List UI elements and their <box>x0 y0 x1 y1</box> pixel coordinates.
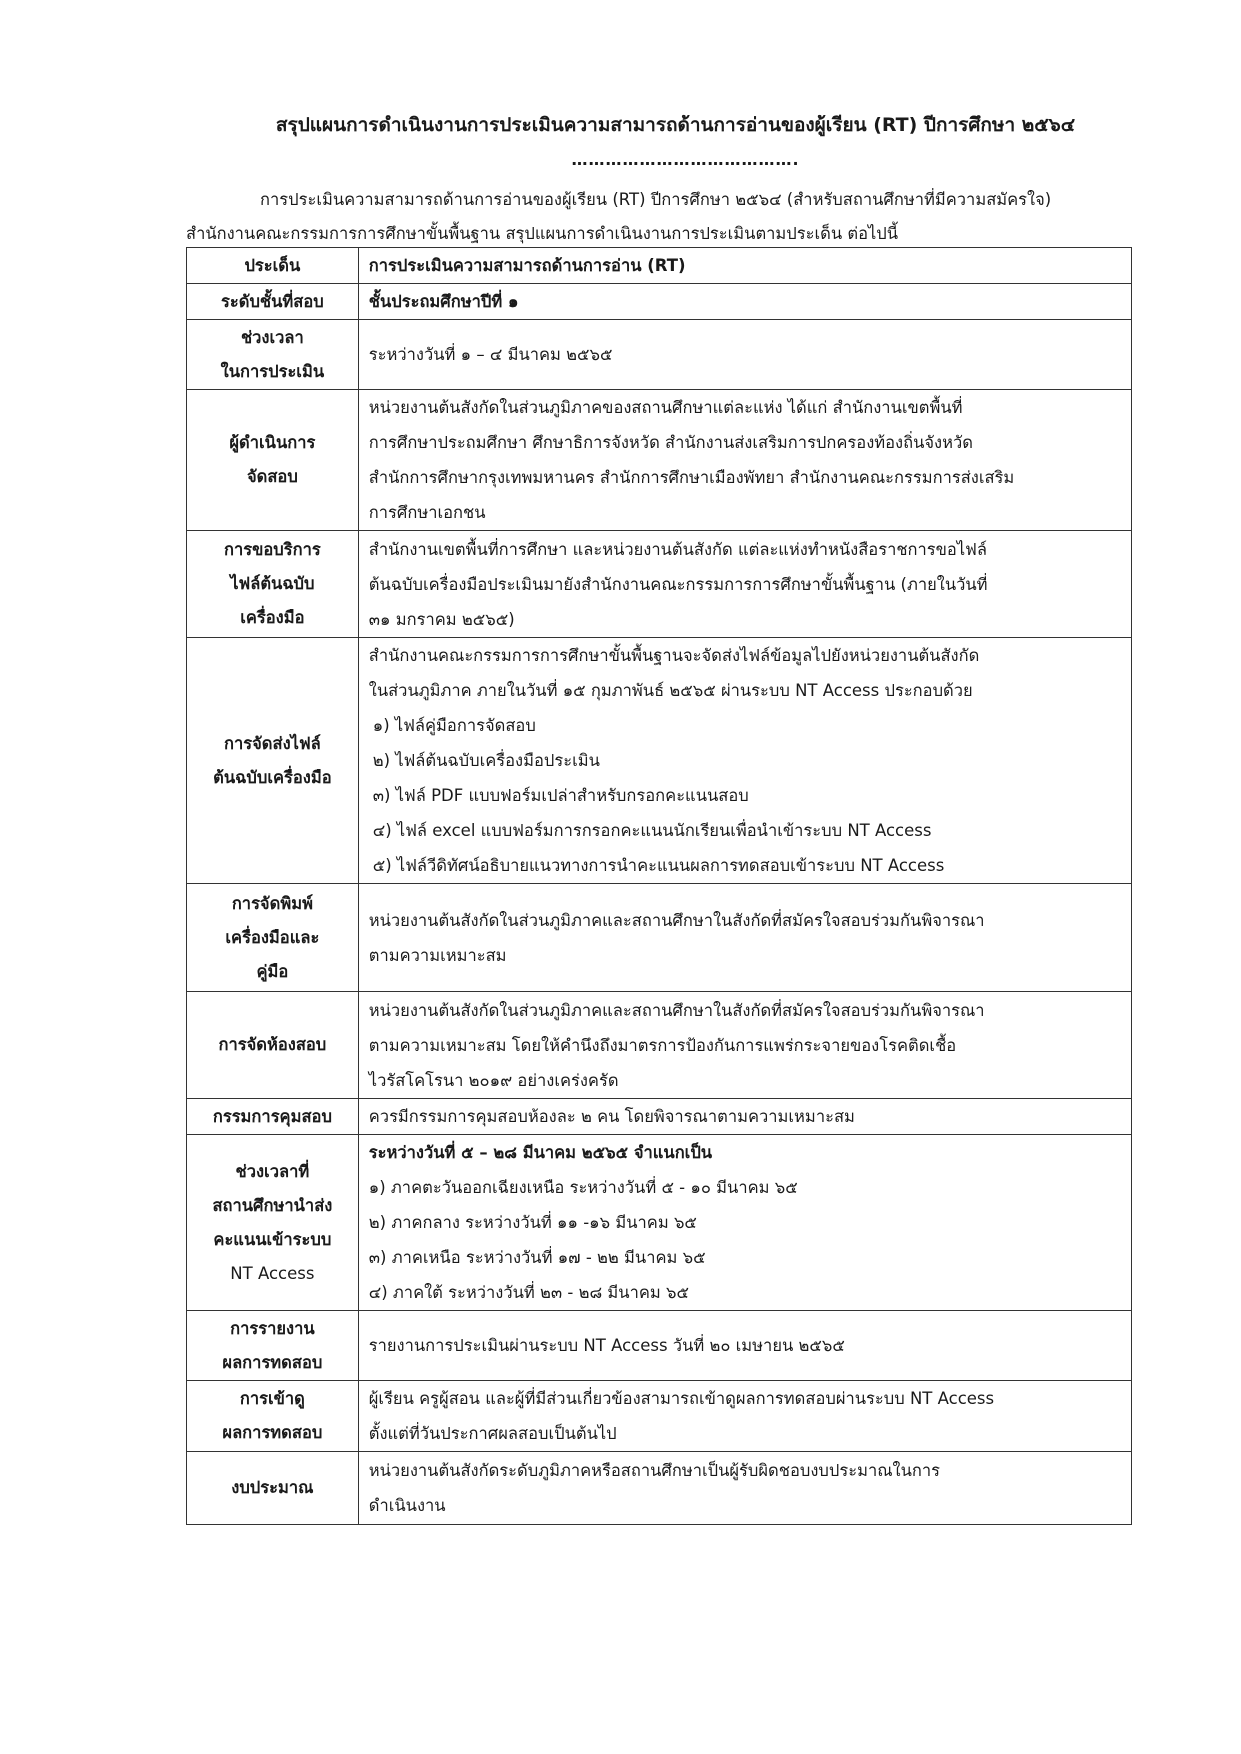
topic-cell <box>187 1381 359 1452</box>
table-row <box>187 992 1132 1099</box>
content-cell <box>358 284 1131 320</box>
content-line: หน่วยงานต้นสังกัดในส่วนภูมิภาคและสถานศึกษาในสังกัดที่สมัครใจสอบร่วมกันพิจารณา <box>368 910 985 930</box>
topic-line: ผลการทดสอบ <box>222 1352 323 1372</box>
topic-cell <box>187 1135 359 1311</box>
table-row <box>187 1311 1132 1381</box>
content-line: ต้นฉบับเครื่องมือประเมินมายังสำนักงานคณะกรรมการการศึกษาขั้นพื้นฐาน (ภายในวันที่ <box>368 574 988 594</box>
topic-cell <box>187 390 359 531</box>
content-line: ไวรัสโคโรนา ๒๐๑๙ อย่างเคร่งครัด <box>368 1070 619 1090</box>
content-line: ๒) ไฟล์ต้นฉบับเครื่องมือประเมิน <box>372 751 600 770</box>
topic-cell <box>187 320 359 390</box>
topic-cell <box>187 1452 359 1525</box>
content-cell <box>358 1311 1131 1381</box>
content-line: สำนักงานเขตพื้นที่การศึกษา และหน่วยงานต้นสังกัด แต่ละแห่งทำหนังสือราชการขอไฟล์ <box>368 539 987 559</box>
content-line: ชั้นประถมศึกษาปีที่ ๑ <box>368 292 519 311</box>
topic-line: การจัดพิมพ์ <box>231 893 313 913</box>
table-row <box>187 1452 1132 1525</box>
topic-line: กรรมการคุมสอบ <box>212 1106 332 1126</box>
document-title: สรุปแผนการดำเนินงานการประเมินความสามารถด้านการอ่านของผู้เรียน (RT) ปีการศึกษา ๒๕๖๔ <box>275 114 1076 136</box>
topic-line: ผลการทดสอบ <box>222 1423 323 1442</box>
content-cell <box>358 531 1131 638</box>
content-cell <box>358 1135 1131 1311</box>
topic-line: ช่วงเวลาที่ <box>235 1161 310 1181</box>
content-cell <box>358 1381 1131 1452</box>
intro-paragraph <box>186 183 1146 251</box>
content-line: ๓๑ มกราคม ๒๕๖๕) <box>368 609 515 629</box>
content-line: ควรมีกรรมการคุมสอบห้องละ ๒ คน โดยพิจารณาตามความเหมาะสม <box>368 1107 855 1126</box>
plan-table <box>186 247 1132 1525</box>
content-line: การศึกษาประถมศึกษา ศึกษาธิการจังหวัด สำนักงานส่งเสริมการปกครองท้องถิ่นจังหวัด <box>368 433 973 452</box>
content-line: ระหว่างวันที่ ๑ – ๔ มีนาคม ๒๕๖๕ <box>368 345 613 364</box>
content-line: ตามความเหมาะสม <box>368 945 507 965</box>
content-line: สำนักการศึกษากรุงเทพมหานคร สำนักการศึกษาเมืองพัทยา สำนักงานคณะกรรมการส่งเสริม <box>368 468 1015 487</box>
content-cell <box>358 638 1131 884</box>
content-line: รายงานการประเมินผ่านระบบ NT Access วันที่ ๒๐ เมษายน ๒๕๖๕ <box>368 1336 845 1355</box>
header-topic-cell: ประเด็น <box>187 248 359 284</box>
table-header-row <box>187 248 1132 284</box>
content-line: ๒) ภาคกลาง ระหว่างวันที่ ๑๑ -๑๖ มีนาคม ๖๕ <box>368 1213 697 1232</box>
content-cell <box>358 884 1131 992</box>
content-line: สำนักงานคณะกรรมการการศึกษาขั้นพื้นฐานจะจัดส่งไฟล์ข้อมูลไปยังหน่วยงานต้นสังกัด <box>368 646 980 665</box>
header-value-cell: การประเมินความสามารถด้านการอ่าน (RT) <box>358 248 1131 284</box>
content-line: การศึกษาเอกชน <box>368 503 486 522</box>
topic-line: จัดสอบ <box>246 467 298 486</box>
table-row <box>187 390 1132 531</box>
topic-cell <box>187 638 359 884</box>
table-row <box>187 1099 1132 1135</box>
topic-line: งบประมาณ <box>231 1478 314 1497</box>
topic-line: NT Access <box>230 1263 315 1283</box>
topic-line: คู่มือ <box>256 961 289 981</box>
content-line: ๔) ภาคใต้ ระหว่างวันที่ ๒๓ - ๒๘ มีนาคม ๖๕ <box>368 1283 689 1302</box>
content-cell <box>358 1099 1131 1135</box>
content-line: ในส่วนภูมิภาค ภายในวันที่ ๑๕ กุมภาพันธ์ ๒๕๖๕ ผ่านระบบ NT Access ประกอบด้วย <box>368 681 973 700</box>
table-row <box>187 1381 1132 1452</box>
table-row <box>187 320 1132 390</box>
table-row <box>187 284 1132 320</box>
content-line: ๓) ภาคเหนือ ระหว่างวันที่ ๑๗ - ๒๒ มีนาคม ๖๕ <box>368 1248 706 1267</box>
content-cell <box>358 1452 1131 1525</box>
topic-line: การจัดห้องสอบ <box>218 1035 327 1054</box>
table-row <box>187 638 1132 884</box>
topic-line: การขอบริการ <box>224 540 321 559</box>
topic-line: ผู้ดำเนินการ <box>229 433 316 452</box>
table-row <box>187 1135 1132 1311</box>
topic-line: ระดับชั้นที่สอบ <box>221 291 324 311</box>
table-row <box>187 884 1132 992</box>
topic-line: ไฟล์ต้นฉบับ <box>230 574 315 593</box>
content-line: ๓) ไฟล์ PDF แบบฟอร์มเปล่าสำหรับกรอกคะแนนสอบ <box>372 786 749 805</box>
topic-line: ช่วงเวลา <box>240 327 304 347</box>
intro-line: การประเมินความสามารถด้านการอ่านของผู้เรียน (RT) ปีการศึกษา ๒๕๖๔ (สำหรับสถานศึกษาที่มีความสมัครใจ) <box>260 190 1052 209</box>
intro-line: สำนักงานคณะกรรมการการศึกษาขั้นพื้นฐาน สรุปแผนการดำเนินงานการประเมินตามประเด็น ต่อไปนี้ <box>186 224 899 243</box>
content-line: หน่วยงานต้นสังกัดในส่วนภูมิภาคและสถานศึกษาในสังกัดที่สมัครใจสอบร่วมกันพิจารณา <box>368 1000 985 1020</box>
topic-cell <box>187 284 359 320</box>
content-line: ระหว่างวันที่ ๕ – ๒๘ มีนาคม ๒๕๖๕ จำแนกเป็น <box>368 1143 713 1162</box>
content-line: ๕) ไฟล์วีดิทัศน์อธิบายแนวทางการนำคะแนนผลการทดสอบเข้าระบบ NT Access <box>372 856 945 875</box>
topic-line: คะแนนเข้าระบบ <box>213 1229 332 1249</box>
topic-line: สถานศึกษานำส่ง <box>212 1195 333 1215</box>
title-dots: …………………………………. <box>571 150 800 169</box>
content-line: ดำเนินงาน <box>368 1496 446 1515</box>
topic-line: การจัดส่งไฟล์ <box>224 733 321 753</box>
topic-cell <box>187 992 359 1099</box>
topic-line: ในการประเมิน <box>220 361 325 381</box>
content-line: ๔) ไฟล์ excel แบบฟอร์มการกรอกคะแนนนักเรียนเพื่อนำเข้าระบบ NT Access <box>372 821 932 840</box>
content-line: หน่วยงานต้นสังกัดระดับภูมิภาคหรือสถานศึกษาเป็นผู้รับผิดชอบงบประมาณในการ <box>368 1461 940 1480</box>
content-line: ตามความเหมาะสม โดยให้คำนึงถึงมาตรการป้องกันการแพร่กระจายของโรคติดเชื้อ <box>368 1035 957 1055</box>
content-cell <box>358 320 1131 390</box>
content-cell <box>358 390 1131 531</box>
topic-cell <box>187 884 359 992</box>
topic-cell <box>187 531 359 638</box>
topic-line: เครื่องมือ <box>240 608 305 627</box>
topic-line: การเข้าดู <box>239 1389 305 1408</box>
content-line: ตั้งแต่ที่วันประกาศผลสอบเป็นต้นไป <box>368 1424 617 1443</box>
topic-line: การรายงาน <box>230 1318 315 1338</box>
content-line: ๑) ไฟล์คู่มือการจัดสอบ <box>372 716 536 735</box>
topic-cell <box>187 1099 359 1135</box>
content-cell <box>358 992 1131 1099</box>
content-line: หน่วยงานต้นสังกัดในส่วนภูมิภาคของสถานศึกษาแต่ละแห่ง ได้แก่ สำนักงานเขตพื้นที่ <box>368 398 963 417</box>
table-row <box>187 531 1132 638</box>
content-line: ๑) ภาคตะวันออกเฉียงเหนือ ระหว่างวันที่ ๕ - ๑๐ มีนาคม ๖๕ <box>368 1178 798 1197</box>
topic-line: เครื่องมือและ <box>225 927 320 947</box>
content-line: ผู้เรียน ครูผู้สอน และผู้ที่มีส่วนเกี่ยวข้องสามารถเข้าดูผลการทดสอบผ่านระบบ NT Access <box>368 1389 995 1408</box>
topic-cell <box>187 1311 359 1381</box>
topic-line: ต้นฉบับเครื่องมือ <box>213 767 332 787</box>
